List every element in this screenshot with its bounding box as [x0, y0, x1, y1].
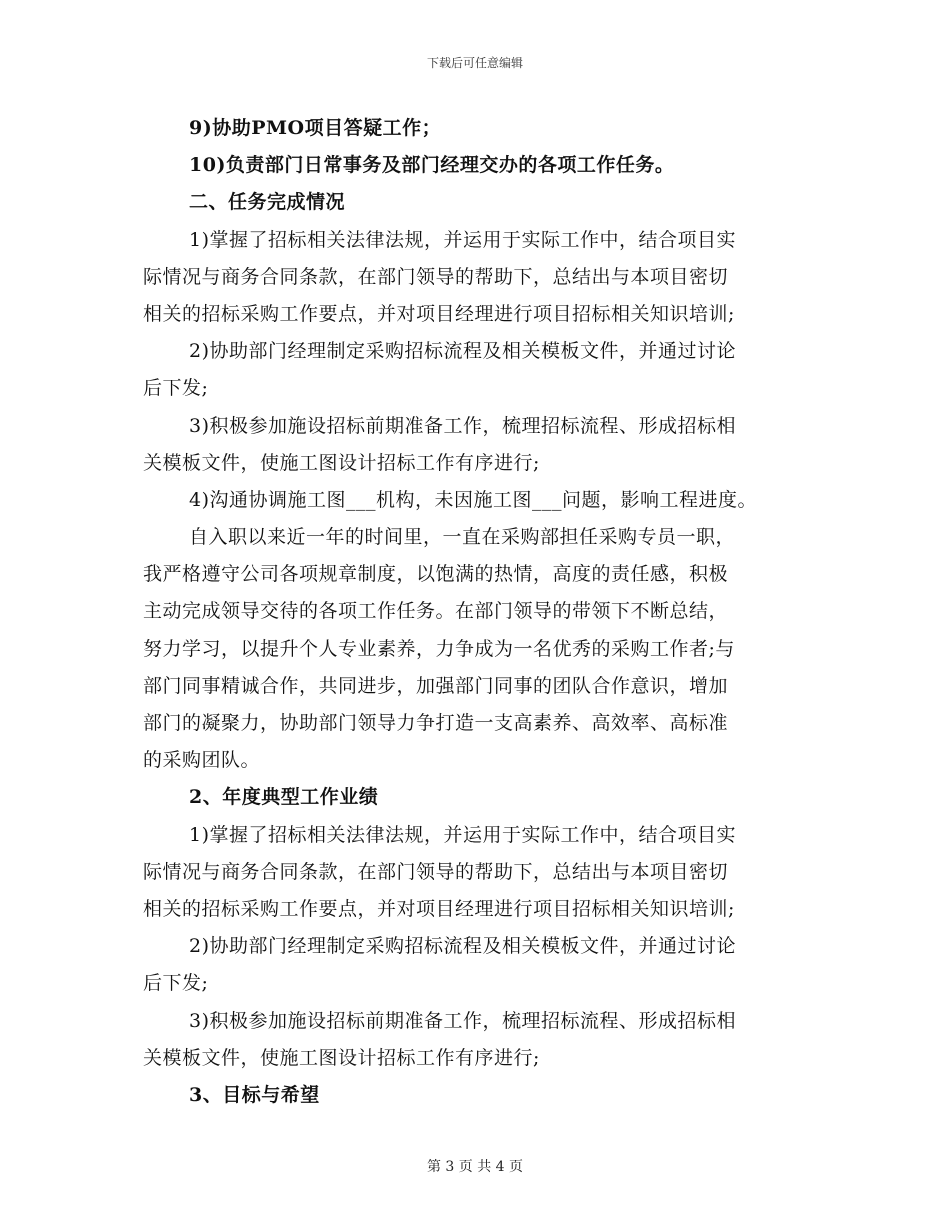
page-header-note: 下载后可任意编辑 — [426, 56, 523, 70]
paragraph-line: 自入职以来近一年的时间里，一直在采购部担任采购专员一职， — [189, 526, 736, 549]
paragraph-line: 相关的招标采购工作要点，并对项目经理进行项目招标相关知识培训; — [143, 302, 735, 325]
paragraph-line: 2)协助部门经理制定采购招标流程及相关模板文件，并通过讨论 — [189, 340, 737, 363]
paragraph-line: 主动完成领导交待的各项工作任务。在部门领导的带领下不断总结， — [143, 600, 729, 623]
paragraph-line: 3)积极参加施设招标前期准备工作，梳理招标流程、形成招标相 — [189, 414, 737, 437]
paragraph-line: 1)掌握了招标相关法律法规，并运用于实际工作中，结合项目实 — [189, 823, 737, 846]
paragraph-line: 关模板文件，使施工图设计招标工作有序进行; — [143, 451, 540, 474]
paragraph-line: 关模板文件，使施工图设计招标工作有序进行; — [143, 1046, 540, 1069]
section-heading-goals: 3、目标与希望 — [189, 1083, 320, 1106]
document-body — [143, 110, 808, 1114]
paragraph-line: 4)沟通协调施工图___机构，未因施工图___问题，影响工程进度。 — [189, 488, 758, 511]
paragraph-line: 际情况与商务合同条款，在部门领导的帮助下，总结出与本项目密切 — [143, 860, 729, 883]
paragraph-line: 后下发; — [143, 972, 209, 995]
paragraph-line: 2)协助部门经理制定采购招标流程及相关模板文件，并通过讨论 — [189, 935, 737, 958]
paragraph-line: 后下发; — [143, 377, 209, 400]
paragraph-line: 际情况与商务合同条款，在部门领导的帮助下，总结出与本项目密切 — [143, 265, 729, 288]
list-item-10: 10)负责部门日常事务及部门经理交办的各项工作任务。 — [189, 154, 675, 177]
paragraph-line: 3)积极参加施设招标前期准备工作，梳理招标流程、形成招标相 — [189, 1009, 737, 1032]
paragraph-line: 相关的招标采购工作要点，并对项目经理进行项目招标相关知识培训; — [143, 897, 735, 920]
page-number-footer: 第 3 页 共 4 页 — [426, 1159, 524, 1175]
paragraph-line: 部门同事精诚合作，共同进步，加强部门同事的团队合作意识，增加 — [143, 674, 729, 697]
paragraph-line: 1)掌握了招标相关法律法规，并运用于实际工作中，结合项目实 — [189, 228, 737, 251]
section-heading-task-completion: 二、任务完成情况 — [189, 191, 346, 214]
section-heading-annual-achievements: 2、年度典型工作业绩 — [189, 786, 379, 809]
paragraph-line: 的采购团队。 — [143, 749, 261, 772]
list-item-9: 9)协助PMO项目答疑工作； — [189, 117, 442, 139]
paragraph-line: 我严格遵守公司各项规章制度，以饱满的热情，高度的责任感，积极 — [143, 563, 729, 586]
paragraph-line: 部门的凝聚力，协助部门领导力争打造一支高素养、高效率、高标准 — [143, 712, 729, 734]
paragraph-line: 努力学习，以提升个人专业素养，力争成为一名优秀的采购工作者;与 — [143, 637, 735, 660]
